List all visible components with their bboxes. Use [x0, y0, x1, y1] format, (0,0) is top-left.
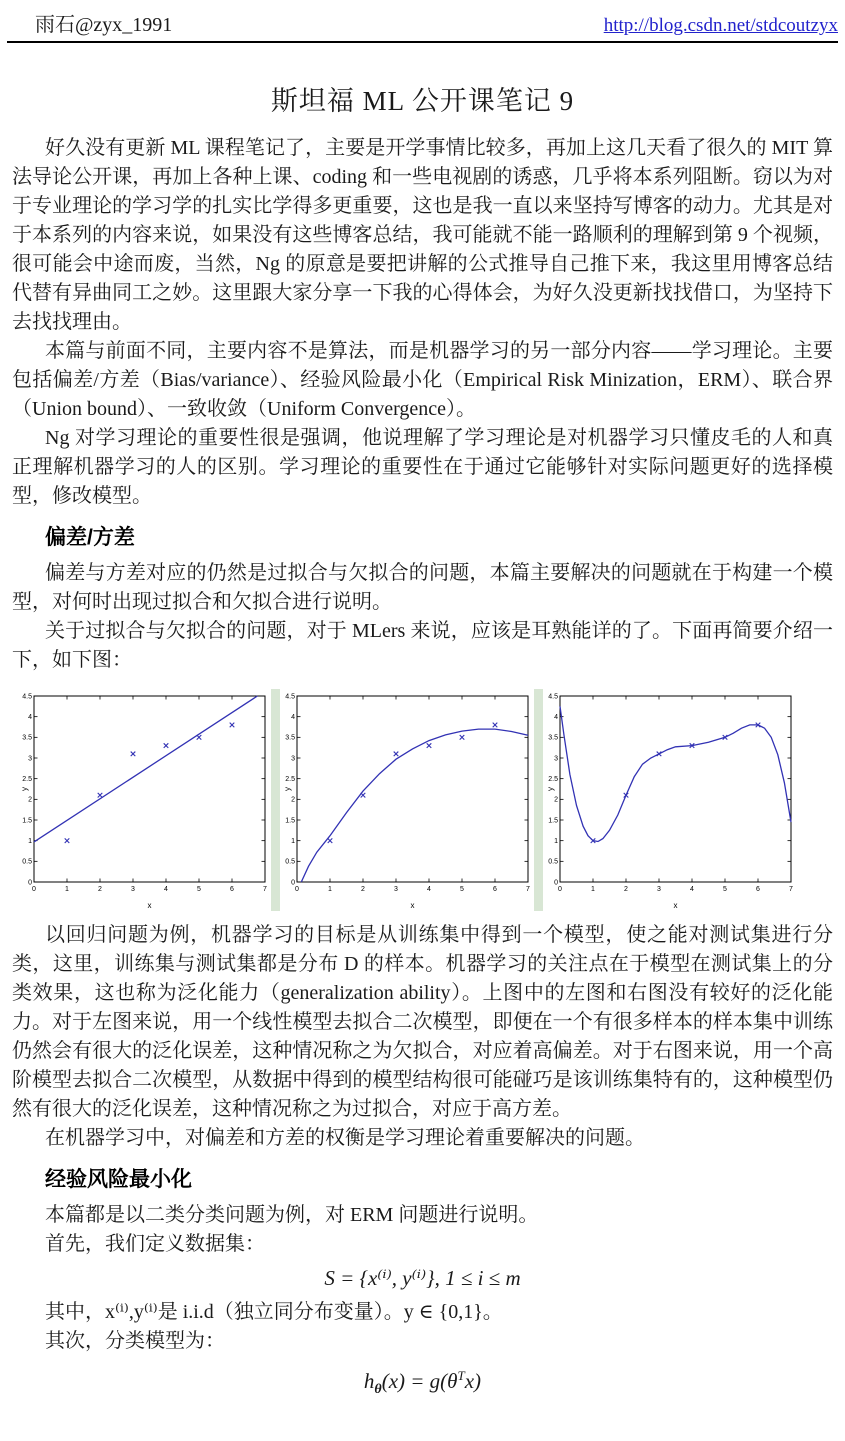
svg-text:7: 7	[526, 886, 530, 893]
svg-text:4: 4	[427, 886, 431, 893]
svg-text:1: 1	[554, 837, 558, 845]
svg-text:2.5: 2.5	[548, 775, 558, 783]
svg-text:5: 5	[460, 886, 464, 893]
formula-model	[12, 1360, 833, 1405]
svg-text:2.5: 2.5	[285, 775, 295, 783]
svg-text:2.5: 2.5	[22, 775, 32, 783]
svg-text:1.5: 1.5	[22, 817, 32, 825]
svg-text:x: x	[410, 901, 415, 909]
svg-text:0.5: 0.5	[285, 858, 295, 866]
svg-text:y: y	[20, 787, 29, 791]
erm-paragraph-2: 首先，我们定义数据集：	[45, 1233, 265, 1255]
formula-model-tail: x)	[464, 1369, 482, 1393]
svg-text:4: 4	[291, 713, 295, 721]
underfitting-plot	[18, 691, 270, 909]
svg-text:1.5: 1.5	[548, 817, 558, 825]
svg-text:3.5: 3.5	[548, 734, 558, 742]
page-header	[7, 0, 838, 43]
svg-text:7: 7	[263, 886, 267, 893]
good-fit-plot	[281, 691, 533, 909]
svg-text:2: 2	[291, 796, 295, 804]
svg-text:5: 5	[197, 886, 201, 893]
svg-text:1: 1	[28, 837, 32, 845]
chart-overfitting	[544, 691, 796, 909]
svg-text:3: 3	[131, 886, 135, 893]
svg-text:3: 3	[394, 886, 398, 893]
erm-paragraph-3: 其中，x⁽ⁱ⁾,y⁽ⁱ⁾是 i.i.d（独立同分布变量）。y ∈ {0,1}。	[45, 1301, 503, 1323]
svg-text:0: 0	[558, 886, 562, 893]
intro-paragraph-2: 本篇与前面不同，主要内容不是算法，而是机器学习的另一部分内容——学习理论。主要包括偏差/方差（Bias/variance）、经验风险最小化（Empirical Risk Minization，ERM）、联合界（Union bound）、一致收敛（Uniform Convergence）。	[12, 340, 833, 420]
svg-text:0.5: 0.5	[548, 858, 558, 866]
bias-paragraph-2: 关于过拟合与欠拟合的问题，对于 MLers 来说，应该是耳熟能详的了。下面再简要介绍一下，如下图：	[12, 620, 833, 671]
svg-text:7: 7	[789, 886, 793, 893]
svg-text:5: 5	[723, 886, 727, 893]
svg-text:3.5: 3.5	[285, 734, 295, 742]
erm-paragraph-1: 本篇都是以二类分类问题为例，对 ERM 问题进行说明。	[45, 1204, 539, 1226]
svg-text:y: y	[546, 787, 555, 791]
svg-text:6: 6	[756, 886, 760, 893]
svg-text:0: 0	[28, 879, 32, 887]
blog-link[interactable]: http://blog.csdn.net/stdcoutzyx	[603, 15, 838, 36]
svg-text:4: 4	[28, 713, 32, 721]
chart-separator	[271, 689, 280, 911]
svg-text:0: 0	[32, 886, 36, 893]
svg-text:4.5: 4.5	[22, 693, 32, 701]
svg-text:3: 3	[28, 755, 32, 763]
bias-paragraph-1: 偏差与方差对应的仍然是过拟合与欠拟合的问题，本篇主要解决的问题就在于构建一个模型，对何时出现过拟合和欠拟合进行说明。	[12, 562, 833, 613]
svg-text:2: 2	[98, 886, 102, 893]
formula-dataset	[12, 1263, 833, 1294]
formula-model-sup: T	[457, 1368, 465, 1383]
intro-paragraph-3: Ng 对学习理论的重要性很是强调，他说理解了学习理论是对机器学习只懂皮毛的人和真正理解机器学习的人的区别。学习理论的重要性在于通过它能够针对实际问题更好的选择模型，修改模型。	[12, 427, 833, 507]
svg-text:0.5: 0.5	[22, 858, 32, 866]
svg-text:0: 0	[554, 879, 558, 887]
svg-text:1.5: 1.5	[285, 817, 295, 825]
svg-text:3: 3	[291, 755, 295, 763]
svg-text:1: 1	[591, 886, 595, 893]
svg-text:1: 1	[291, 837, 295, 845]
svg-text:2: 2	[28, 796, 32, 804]
bias-paragraph-tradeoff: 在机器学习中，对偏差和方差的权衡是学习理论着重要解决的问题。	[45, 1127, 645, 1149]
svg-text:1: 1	[328, 886, 332, 893]
section-heading-bias-variance: 偏差/方差	[45, 526, 135, 549]
svg-text:3: 3	[657, 886, 661, 893]
svg-text:2: 2	[554, 796, 558, 804]
svg-text:4: 4	[554, 713, 558, 721]
svg-text:6: 6	[230, 886, 234, 893]
erm-paragraph-4: 其次，分类模型为：	[45, 1330, 225, 1352]
author-name: 雨石@zyx_1991	[35, 14, 173, 36]
intro-paragraph-1: 好久没有更新 ML 课程笔记了，主要是开学事情比较多，再加上这几天看了很久的 MIT 算法导论公开课，再加上各种上课、coding 和一些电视剧的诱惑，几乎将本系列阻断。窃以为对于专业理论的学习学的扎实比学得多更重要，这也是我一直以来坚持写博客的动力。尤其是对于本系列的内容来说，如果没有这些博客总结，我可能就不能一路顺利的理解到第 9 个视频，很可能会中途而废，当然，Ng 的原意是要把讲解的公式推导自己推下来，我这里用博客总结代替有异曲同工之妙。这里跟大家分享一下我的心得体会，为好久没更新找找借口，为坚持下去找找理由。	[12, 137, 833, 333]
svg-text:1: 1	[65, 886, 69, 893]
svg-text:x: x	[673, 901, 678, 909]
svg-text:4: 4	[164, 886, 168, 893]
svg-text:0: 0	[291, 879, 295, 887]
svg-text:0: 0	[295, 886, 299, 893]
formula-model-sub: θ	[374, 1382, 382, 1398]
formula-model-base: h	[363, 1369, 375, 1393]
svg-text:3.5: 3.5	[22, 734, 32, 742]
formula-model-mid: (x) = g(θ	[381, 1369, 458, 1393]
svg-text:4.5: 4.5	[548, 693, 558, 701]
chart-separator	[534, 689, 543, 911]
section-heading-erm: 经验风险最小化	[45, 1168, 192, 1191]
chart-underfitting	[18, 691, 270, 909]
bias-paragraph-after-charts: 以回归问题为例，机器学习的目标是从训练集中得到一个模型，使之能对测试集进行分类，这里，训练集与测试集都是分布 D 的样本。机器学习的关注点在于模型在测试集上的分类效果，这也称为泛化能力（generalization ability）。上图中的左图和右图没有较好的泛化能力。对于左图来说，用一个线性模型去拟合二次模型，即便在一个有很多样本的样本集中训练仍然会有很大的泛化误差，这种情况称之为欠拟合，对应着高偏差。对于右图来说，用一个高阶模型去拟合二次模型，从数据中得到的模型结构很可能碰巧是该训练集特有的，这种模型仍然有很大的泛化误差，这种情况称之为过拟合，对应于高方差。	[12, 924, 833, 1120]
fitting-charts-row	[18, 689, 833, 911]
svg-text:4: 4	[690, 886, 694, 893]
formula-dataset-text: S = {x⁽ⁱ⁾, y⁽ⁱ⁾}, 1 ≤ i ≤ m	[324, 1266, 521, 1290]
document-body	[12, 134, 833, 1405]
svg-text:3: 3	[554, 755, 558, 763]
overfitting-plot	[544, 691, 796, 909]
svg-text:2: 2	[624, 886, 628, 893]
svg-text:2: 2	[361, 886, 365, 893]
svg-text:6: 6	[493, 886, 497, 893]
page-title: 斯坦福 ML 公开课笔记 9	[270, 86, 575, 116]
chart-good-fit	[281, 691, 533, 909]
svg-text:4.5: 4.5	[285, 693, 295, 701]
svg-text:x: x	[147, 901, 152, 909]
svg-text:y: y	[283, 787, 292, 791]
